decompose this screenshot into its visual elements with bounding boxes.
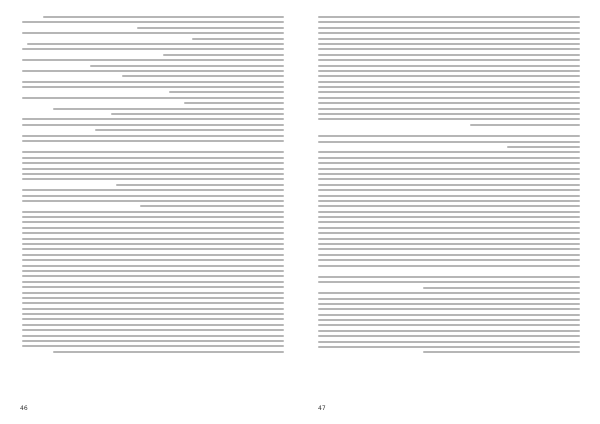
text-line (318, 265, 580, 267)
text-line (22, 211, 284, 213)
text-line (318, 298, 580, 300)
text-line (318, 243, 580, 245)
left-page-text-column (22, 16, 284, 356)
text-line (423, 287, 580, 289)
text-line (318, 27, 580, 29)
text-line (22, 178, 284, 180)
text-line (22, 86, 284, 88)
text-line (53, 108, 284, 110)
text-line (22, 318, 284, 320)
text-line (22, 308, 284, 310)
text-line (318, 341, 580, 343)
right-page (300, 0, 600, 424)
text-line (22, 313, 284, 315)
text-line (163, 54, 284, 56)
text-line (22, 265, 284, 267)
text-line (22, 118, 284, 120)
text-line (318, 184, 580, 186)
text-line (53, 351, 284, 353)
text-line (318, 221, 580, 223)
text-line (423, 351, 580, 353)
text-line (318, 108, 580, 110)
text-line (22, 248, 284, 250)
text-line (22, 340, 284, 342)
text-line (318, 141, 580, 143)
text-line (318, 276, 580, 278)
text-line (22, 232, 284, 234)
text-line (22, 70, 284, 72)
text-line (318, 314, 580, 316)
text-line (318, 48, 580, 50)
text-line (22, 59, 284, 61)
text-line (22, 135, 284, 137)
text-line (137, 27, 284, 29)
text-line (318, 91, 580, 93)
text-line (43, 16, 284, 18)
text-line (318, 21, 580, 23)
text-line (318, 281, 580, 283)
text-line (318, 330, 580, 332)
text-line (318, 168, 580, 170)
text-line (318, 292, 580, 294)
text-line (22, 254, 284, 256)
text-line (95, 129, 284, 131)
text-line (22, 32, 284, 34)
text-line (169, 91, 284, 93)
text-line (318, 102, 580, 104)
text-line (318, 205, 580, 207)
text-line (22, 286, 284, 288)
text-line (22, 292, 284, 294)
text-line (22, 297, 284, 299)
text-line (122, 75, 284, 77)
text-line (22, 238, 284, 240)
right-page-text-column (318, 16, 580, 357)
text-line (22, 227, 284, 229)
text-line (22, 162, 284, 164)
text-line (22, 195, 284, 197)
text-line (318, 324, 580, 326)
page-number: 46 (20, 405, 28, 412)
text-line (22, 302, 284, 304)
text-line (22, 324, 284, 326)
text-line (192, 38, 284, 40)
text-line (318, 97, 580, 99)
text-line (318, 232, 580, 234)
text-line (22, 97, 284, 99)
text-line (22, 270, 284, 272)
text-line (318, 75, 580, 77)
text-line (470, 124, 580, 126)
text-line (318, 86, 580, 88)
text-line (22, 335, 284, 337)
text-line (318, 259, 580, 261)
text-line (318, 248, 580, 250)
text-line (22, 281, 284, 283)
text-line (318, 319, 580, 321)
text-line (318, 308, 580, 310)
text-line (22, 151, 284, 153)
text-line (318, 173, 580, 175)
text-line (22, 168, 284, 170)
text-line (22, 21, 284, 23)
text-line (318, 238, 580, 240)
text-line (318, 189, 580, 191)
text-line (318, 195, 580, 197)
text-line (140, 205, 284, 207)
text-line (22, 259, 284, 261)
text-line (22, 329, 284, 331)
text-line (22, 189, 284, 191)
text-line (318, 216, 580, 218)
text-line (318, 54, 580, 56)
text-line (22, 48, 284, 50)
text-line (22, 140, 284, 142)
text-line (318, 200, 580, 202)
text-line (27, 43, 284, 45)
text-line (318, 178, 580, 180)
text-line (22, 173, 284, 175)
text-line (116, 184, 284, 186)
text-line (90, 65, 284, 67)
text-line (318, 118, 580, 120)
text-line (318, 303, 580, 305)
text-line (318, 162, 580, 164)
text-line (22, 221, 284, 223)
text-line (318, 16, 580, 18)
text-line (318, 157, 580, 159)
text-line (318, 227, 580, 229)
text-line (318, 151, 580, 153)
text-line (22, 81, 284, 83)
text-line (318, 65, 580, 67)
text-line (318, 43, 580, 45)
text-line (22, 345, 284, 347)
text-line (318, 211, 580, 213)
text-line (318, 135, 580, 137)
text-line (22, 216, 284, 218)
text-line (22, 200, 284, 202)
text-line (111, 113, 284, 115)
text-line (22, 124, 284, 126)
text-line (318, 113, 580, 115)
text-line (22, 275, 284, 277)
text-line (318, 59, 580, 61)
text-line (318, 32, 580, 34)
text-line (318, 254, 580, 256)
text-line (22, 157, 284, 159)
text-line (318, 346, 580, 348)
text-line (318, 335, 580, 337)
page-number: 47 (318, 405, 326, 412)
text-line (318, 38, 580, 40)
text-line (318, 70, 580, 72)
text-line (22, 243, 284, 245)
text-line (318, 81, 580, 83)
text-line (184, 102, 284, 104)
text-line (507, 146, 580, 148)
